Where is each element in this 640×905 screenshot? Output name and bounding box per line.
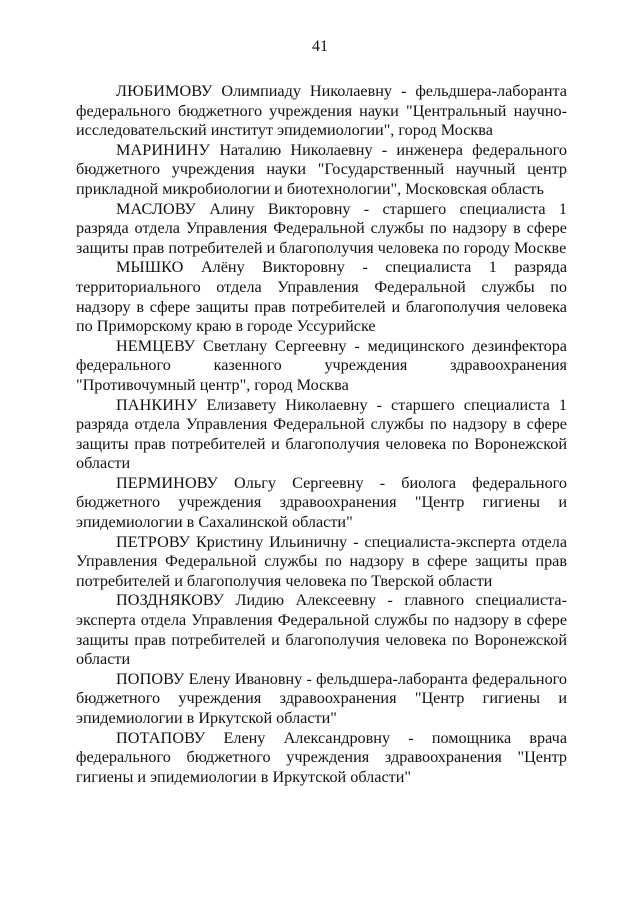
- entry-surname: МАСЛОВУ: [116, 199, 196, 218]
- entry-surname: ПОПОВУ: [116, 669, 185, 688]
- list-entry: [76, 200, 567, 259]
- entry-surname: ПЕРМИНОВУ: [116, 473, 218, 492]
- entry-text: Кристину Ильиничну - специалиста-эксперта отдела Управления Федеральной службы по надзору в сфере защиты прав потребителей и благополучия человека по Тверской области: [76, 532, 567, 590]
- entry-surname: ЛЮБИМОВУ: [116, 82, 213, 100]
- list-entry: [76, 533, 567, 592]
- list-entry: [76, 474, 567, 533]
- list-entry: [76, 337, 567, 396]
- entry-text: Елену Ивановну - фельдшера-лаборанта федерального бюджетного учреждения здравоохранения "Центр гигиены и эпидемиологии в Иркутской области": [76, 669, 567, 727]
- award-list: [76, 82, 567, 787]
- list-entry: [76, 670, 567, 729]
- entry-text: Алёну Викторовну - специалиста 1 разряда территориального отдела Управления Федеральной службы по надзору в сфере защиты прав потребителей и благополучия человека по Приморскому краю в городе Уссурийске: [76, 258, 568, 336]
- list-entry: [76, 591, 567, 669]
- list-entry: [76, 396, 567, 474]
- entry-surname: ПОЗДНЯКОВУ: [116, 591, 225, 610]
- entry-text: Елену Александровну - помощника врача федерального бюджетного учреждения здравоохранения "Центр гигиены и эпидемиологии в Иркутской области": [76, 728, 568, 786]
- entry-surname: ПЕТРОВУ: [116, 532, 191, 551]
- entry-text: Елизавету Николаевну - старшего специалиста 1 разряда отдела Управления Федеральной службы по надзору в сфере защиты прав потребителей и благополучия человека по Воронежской области: [76, 395, 567, 473]
- entry-surname: МЫШКО: [116, 258, 184, 277]
- entry-surname: НЕМЦЕВУ: [116, 336, 196, 355]
- entry-text: Наталию Николаевну - инженера федерального бюджетного учреждения науки "Государственный научный центр прикладной микробиологии и биотехнологии", Московская область: [76, 140, 568, 198]
- entry-text: Олимпиаду Николаевну - фельдшера-лаборанта федерального бюджетного учреждения науки "Центральный научно-исследовательский институт эпидемиологии", город Москва: [76, 82, 567, 140]
- list-entry: [76, 141, 567, 200]
- entry-text: Лидию Алексеевну - главного специалиста-эксперта отдела Управления Федеральной службы по надзору в сфере защиты прав потребителей и благополучия человека по Воронежской области: [76, 591, 568, 669]
- entry-text: Алину Викторовну - старшего специалиста 1 разряда отдела Управления Федеральной службы по надзору в сфере защиты прав потребителей и благополучия человека по городу Москве: [76, 199, 568, 257]
- entry-surname: ПАНКИНУ: [116, 395, 198, 414]
- page-number: 41: [312, 38, 328, 55]
- entry-text: Светлану Сергеевну - медицинского дезинфектора федерального казенного учреждения здравоохранения "Противочумный центр", город Москва: [76, 336, 567, 394]
- list-entry: [76, 729, 567, 788]
- entry-text: Ольгу Сергеевну - биолога федерального бюджетного учреждения здравоохранения "Центр гигиены и эпидемиологии в Сахалинской области": [76, 473, 568, 532]
- entry-surname: ПОТАПОВУ: [116, 728, 206, 747]
- list-entry: [76, 258, 567, 336]
- list-entry: [76, 82, 567, 141]
- entry-surname: МАРИНИНУ: [116, 140, 211, 159]
